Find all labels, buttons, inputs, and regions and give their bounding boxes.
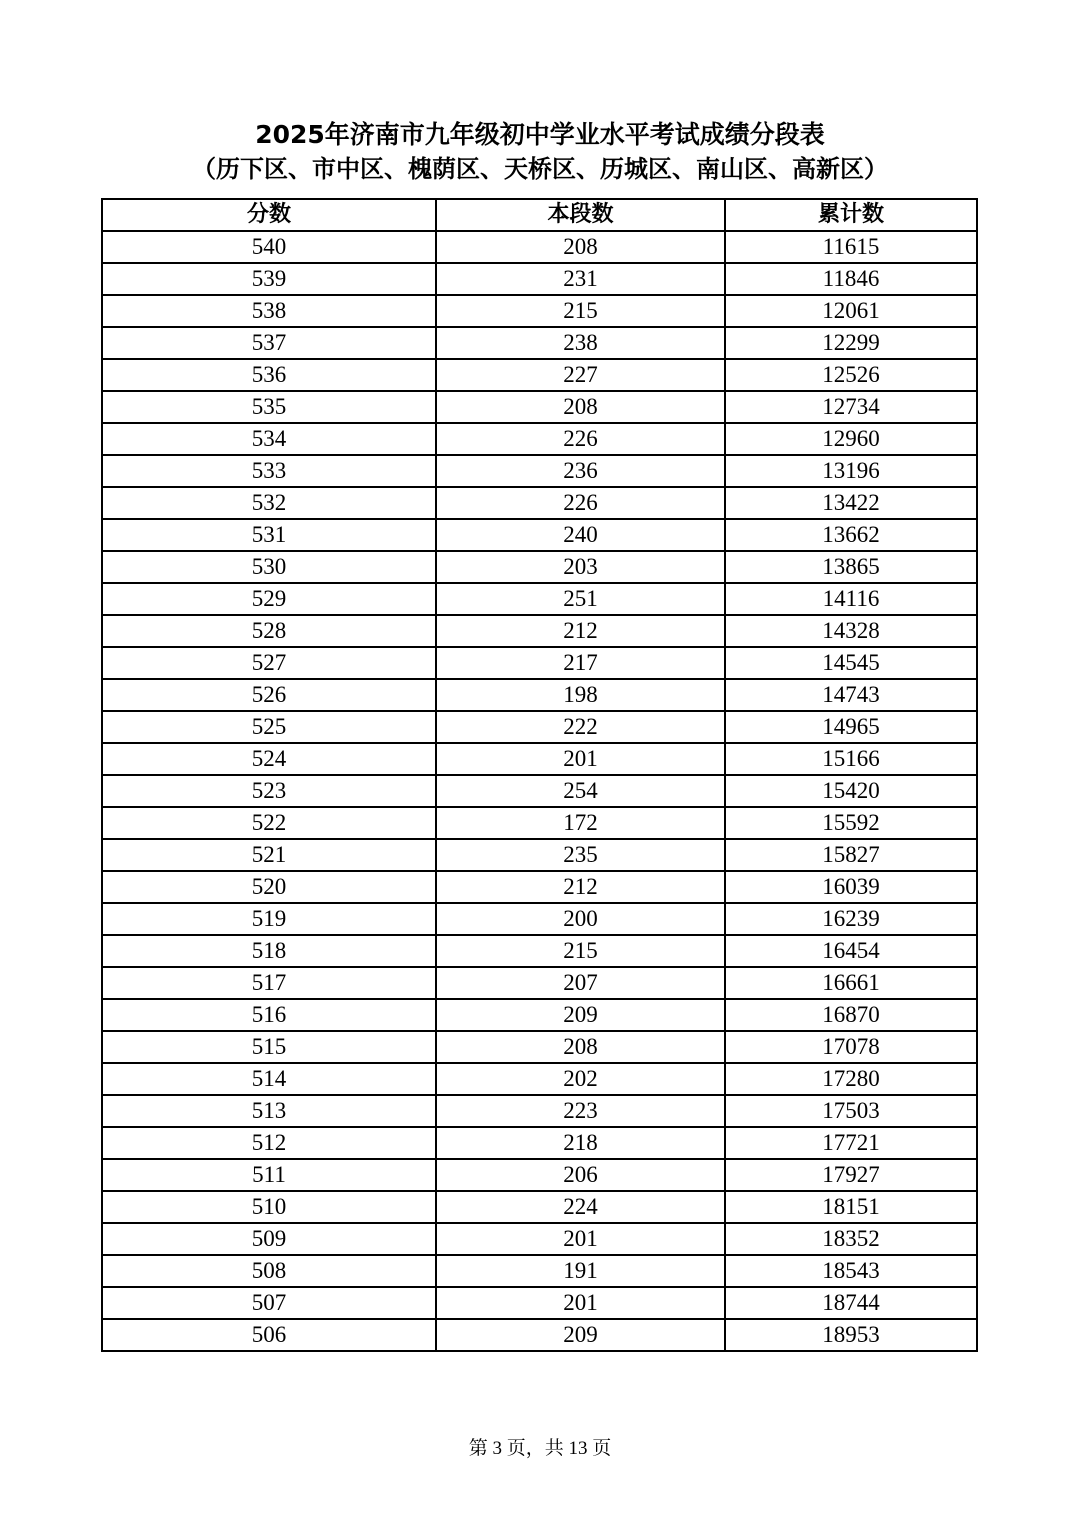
cell-cumulative-count: 18744 [725, 1287, 977, 1319]
table-row [102, 711, 977, 743]
cell-segment-count: 227 [436, 359, 725, 391]
cell-score: 533 [102, 455, 436, 487]
table-row [102, 1031, 977, 1063]
cell-segment-count: 202 [436, 1063, 725, 1095]
table-row [102, 871, 977, 903]
cell-cumulative-count: 18151 [725, 1191, 977, 1223]
table-header-row [102, 199, 977, 231]
cell-segment-count: 206 [436, 1159, 725, 1191]
cell-score: 527 [102, 647, 436, 679]
table-row [102, 1191, 977, 1223]
cell-cumulative-count: 15827 [725, 839, 977, 871]
cell-cumulative-count: 12960 [725, 423, 977, 455]
cell-segment-count: 236 [436, 455, 725, 487]
cell-cumulative-count: 14116 [725, 583, 977, 615]
cell-segment-count: 231 [436, 263, 725, 295]
cell-score: 506 [102, 1319, 436, 1351]
cell-cumulative-count: 17280 [725, 1063, 977, 1095]
page-footer: 第 3 页，共 13 页 [468, 1438, 612, 1459]
cell-cumulative-count: 12061 [725, 295, 977, 327]
table-row [102, 295, 977, 327]
cell-score: 538 [102, 295, 436, 327]
table-row [102, 263, 977, 295]
cell-segment-count: 226 [436, 487, 725, 519]
table-body [102, 231, 977, 1351]
page-subtitle: （历下区、市中区、槐荫区、天桥区、历城区、南山区、高新区） [192, 155, 888, 183]
cell-score: 530 [102, 551, 436, 583]
table-row [102, 615, 977, 647]
cell-score: 521 [102, 839, 436, 871]
cell-cumulative-count: 17078 [725, 1031, 977, 1063]
cell-segment-count: 201 [436, 743, 725, 775]
cell-score: 525 [102, 711, 436, 743]
cell-segment-count: 212 [436, 871, 725, 903]
cell-score: 528 [102, 615, 436, 647]
cell-cumulative-count: 18352 [725, 1223, 977, 1255]
cell-score: 516 [102, 999, 436, 1031]
table-row [102, 807, 977, 839]
table-row [102, 487, 977, 519]
cell-segment-count: 235 [436, 839, 725, 871]
cell-score: 532 [102, 487, 436, 519]
cell-segment-count: 198 [436, 679, 725, 711]
cell-cumulative-count: 17721 [725, 1127, 977, 1159]
cell-segment-count: 251 [436, 583, 725, 615]
table-row [102, 551, 977, 583]
cell-segment-count: 226 [436, 423, 725, 455]
cell-score: 535 [102, 391, 436, 423]
cell-score: 518 [102, 935, 436, 967]
cell-cumulative-count: 14545 [725, 647, 977, 679]
cell-segment-count: 223 [436, 1095, 725, 1127]
cell-cumulative-count: 12299 [725, 327, 977, 359]
cell-segment-count: 200 [436, 903, 725, 935]
cell-segment-count: 208 [436, 1031, 725, 1063]
table-row [102, 647, 977, 679]
cell-cumulative-count: 15166 [725, 743, 977, 775]
cell-cumulative-count: 15420 [725, 775, 977, 807]
cell-score: 509 [102, 1223, 436, 1255]
cell-cumulative-count: 14965 [725, 711, 977, 743]
cell-segment-count: 208 [436, 231, 725, 263]
cell-score: 512 [102, 1127, 436, 1159]
cell-segment-count: 215 [436, 935, 725, 967]
cell-cumulative-count: 14328 [725, 615, 977, 647]
cell-segment-count: 209 [436, 1319, 725, 1351]
cell-score: 520 [102, 871, 436, 903]
cell-segment-count: 191 [436, 1255, 725, 1287]
cell-cumulative-count: 14743 [725, 679, 977, 711]
cell-score: 537 [102, 327, 436, 359]
cell-score: 517 [102, 967, 436, 999]
cell-score: 511 [102, 1159, 436, 1191]
cell-segment-count: 203 [436, 551, 725, 583]
cell-segment-count: 218 [436, 1127, 725, 1159]
cell-score: 539 [102, 263, 436, 295]
cell-cumulative-count: 13865 [725, 551, 977, 583]
cell-cumulative-count: 16661 [725, 967, 977, 999]
cell-segment-count: 207 [436, 967, 725, 999]
cell-cumulative-count: 13662 [725, 519, 977, 551]
table-row [102, 679, 977, 711]
cell-cumulative-count: 16239 [725, 903, 977, 935]
cell-score: 534 [102, 423, 436, 455]
cell-score: 529 [102, 583, 436, 615]
cell-segment-count: 172 [436, 807, 725, 839]
cell-score: 522 [102, 807, 436, 839]
table-row [102, 1287, 977, 1319]
table-row [102, 583, 977, 615]
table-row [102, 423, 977, 455]
cell-score: 510 [102, 1191, 436, 1223]
cell-segment-count: 238 [436, 327, 725, 359]
cell-segment-count: 240 [436, 519, 725, 551]
cell-score: 508 [102, 1255, 436, 1287]
cell-score: 526 [102, 679, 436, 711]
table-row [102, 1127, 977, 1159]
cell-segment-count: 224 [436, 1191, 725, 1223]
cell-cumulative-count: 18953 [725, 1319, 977, 1351]
cell-segment-count: 217 [436, 647, 725, 679]
cell-cumulative-count: 12526 [725, 359, 977, 391]
table-row [102, 1255, 977, 1287]
cell-segment-count: 212 [436, 615, 725, 647]
cell-cumulative-count: 16870 [725, 999, 977, 1031]
table-row [102, 743, 977, 775]
table-row [102, 967, 977, 999]
cell-segment-count: 209 [436, 999, 725, 1031]
cell-segment-count: 215 [436, 295, 725, 327]
table-row [102, 1319, 977, 1351]
table-row [102, 1223, 977, 1255]
table-row [102, 1063, 977, 1095]
cell-score: 513 [102, 1095, 436, 1127]
header-segment-count: 本段数 [436, 199, 725, 231]
cell-cumulative-count: 13196 [725, 455, 977, 487]
table-row [102, 1159, 977, 1191]
table-row [102, 839, 977, 871]
cell-cumulative-count: 13422 [725, 487, 977, 519]
cell-cumulative-count: 11615 [725, 231, 977, 263]
cell-cumulative-count: 12734 [725, 391, 977, 423]
table-row [102, 903, 977, 935]
cell-segment-count: 254 [436, 775, 725, 807]
table-row [102, 359, 977, 391]
cell-segment-count: 208 [436, 391, 725, 423]
table-row [102, 999, 977, 1031]
cell-score: 515 [102, 1031, 436, 1063]
score-distribution-table [101, 198, 978, 1352]
cell-score: 531 [102, 519, 436, 551]
table-row [102, 935, 977, 967]
cell-score: 519 [102, 903, 436, 935]
cell-segment-count: 201 [436, 1223, 725, 1255]
cell-cumulative-count: 17927 [725, 1159, 977, 1191]
cell-cumulative-count: 16454 [725, 935, 977, 967]
cell-score: 540 [102, 231, 436, 263]
cell-cumulative-count: 18543 [725, 1255, 977, 1287]
cell-cumulative-count: 15592 [725, 807, 977, 839]
cell-segment-count: 201 [436, 1287, 725, 1319]
table-row [102, 519, 977, 551]
cell-score: 514 [102, 1063, 436, 1095]
table-row [102, 455, 977, 487]
table-row [102, 391, 977, 423]
cell-cumulative-count: 16039 [725, 871, 977, 903]
cell-cumulative-count: 11846 [725, 263, 977, 295]
table-row [102, 775, 977, 807]
cell-segment-count: 222 [436, 711, 725, 743]
table-row [102, 327, 977, 359]
table-row [102, 231, 977, 263]
cell-score: 523 [102, 775, 436, 807]
page-title: 2025年济南市九年级初中学业水平考试成绩分段表 [255, 120, 825, 149]
cell-cumulative-count: 17503 [725, 1095, 977, 1127]
cell-score: 507 [102, 1287, 436, 1319]
cell-score: 524 [102, 743, 436, 775]
header-cumulative-count: 累计数 [725, 199, 977, 231]
cell-score: 536 [102, 359, 436, 391]
header-score: 分数 [102, 199, 436, 231]
table-row [102, 1095, 977, 1127]
